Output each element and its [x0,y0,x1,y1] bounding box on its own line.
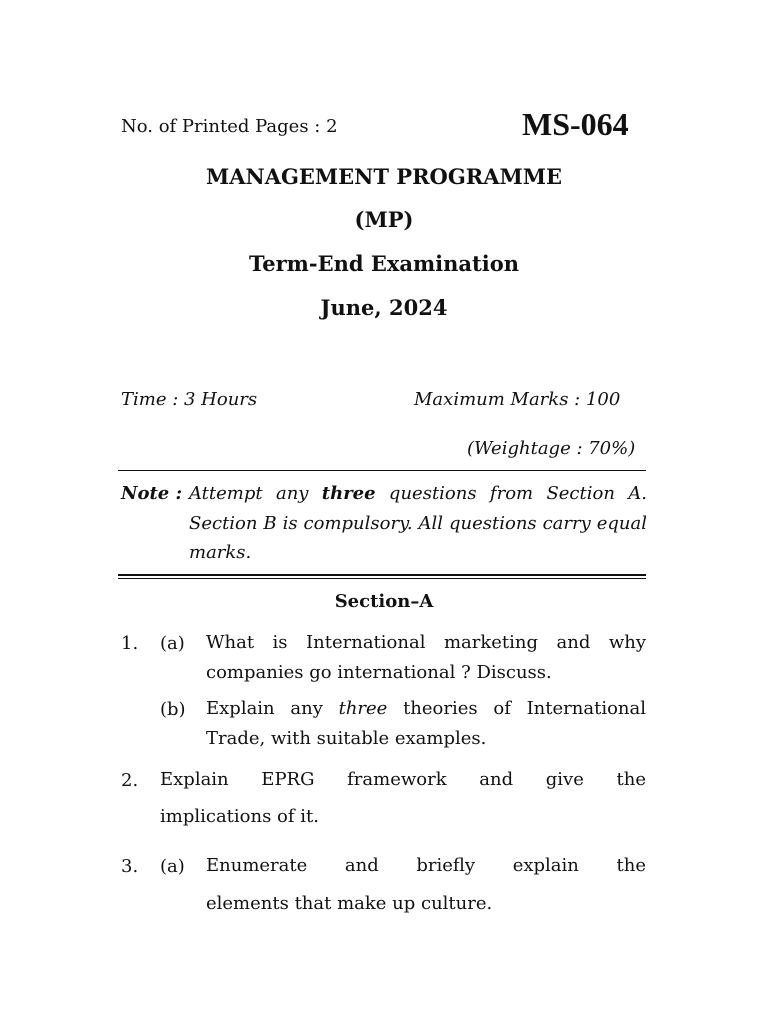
exam-session: June, 2024 [320,295,448,320]
note-text-part: Attempt any [189,483,322,504]
question-1b-label: (b) [160,699,186,720]
divider-double-top [118,574,646,576]
section-a-title: Section–A [334,591,434,612]
question-1b-text-part: theories of International Trade, with suitable examples. [206,698,646,749]
question-1b-emphasis: three [338,698,388,719]
question-1-number: 1. [121,633,139,654]
question-2-line-2: implications of it. [160,806,319,827]
note-text [189,479,647,568]
question-3a-line-2: elements that make up culture. [206,893,493,914]
question-3a-label: (a) [160,856,185,877]
printed-pages: No. of Printed Pages : 2 [121,116,338,137]
maximum-marks: Maximum Marks : 100 [414,389,621,410]
question-1b-text-part: Explain any [206,698,339,719]
exam-title: Term-End Examination [248,251,519,276]
question-2-number: 2. [121,770,139,791]
course-code: MS-064 [522,106,629,142]
question-1a-label: (a) [160,633,185,654]
divider-top [118,470,646,471]
weightage: (Weightage : 70%) [467,438,636,459]
question-3a-line-1: Enumerate and briefly explain the [206,855,646,876]
divider-double-bottom [118,578,646,579]
programme-title: MANAGEMENT PROGRAMME [205,164,563,189]
time-allowed: Time : 3 Hours [121,389,258,410]
question-1b-text [206,694,646,753]
question-2-line-1: Explain EPRG framework and give the [160,769,646,790]
note-text-part: questions from Section A. Section B is compulsory. All questions carry equal marks. [189,483,647,563]
question-1a-text: What is International marketing and why companies go international ? Discuss. [206,632,646,683]
question-3-number: 3. [121,856,139,877]
note-label: Note : [121,483,183,504]
note-emphasis: three [321,483,376,504]
programme-abbreviation: (MP) [354,207,414,232]
